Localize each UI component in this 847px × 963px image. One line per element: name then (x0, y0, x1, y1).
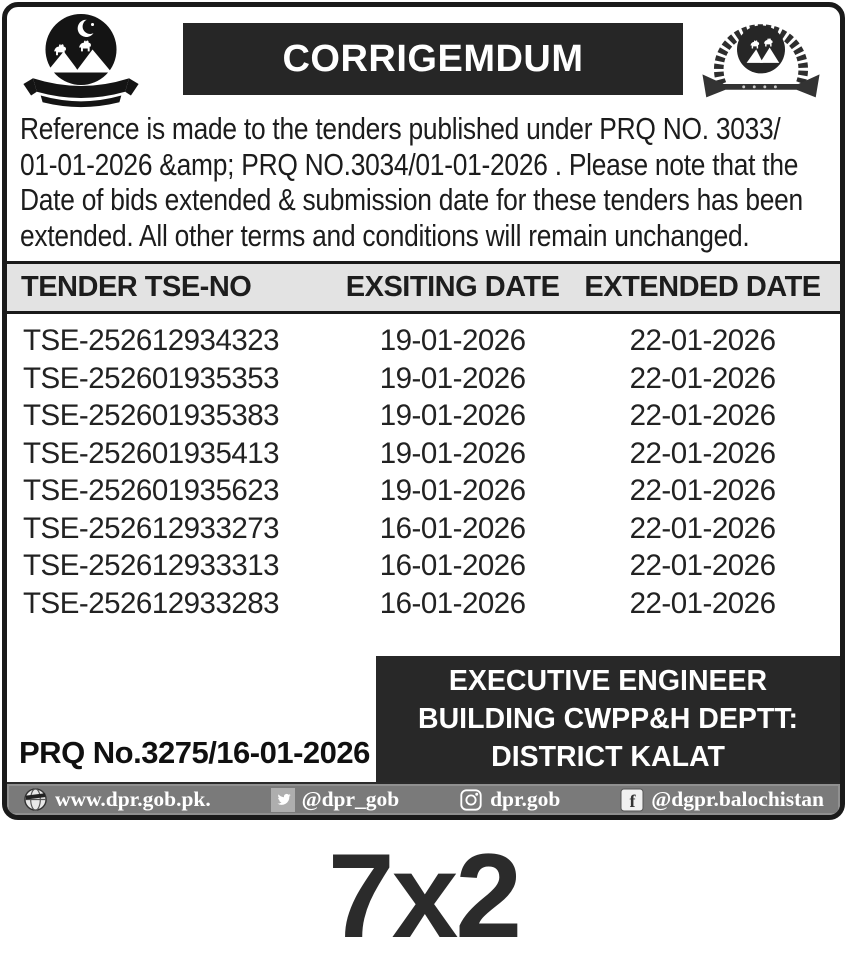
extended-date-cell: 22-01-2026 (629, 436, 776, 470)
extended-date-cell: 22-01-2026 (629, 324, 776, 357)
balochistan-govt-emblem (17, 13, 145, 109)
extended-date-cell: 22-01-2026 (629, 474, 776, 507)
table-row (7, 472, 840, 510)
existing-date-cell: 16-01-2026 (379, 549, 526, 582)
notice-title: CORRIGEMDUM (282, 37, 584, 80)
extended-date-cell: 22-01-2026 (629, 361, 776, 395)
camel-crest-icon (17, 13, 145, 109)
tender-no-cell: TSE-252601935383 (23, 399, 280, 432)
tender-no-cell: TSE-252601935353 (23, 361, 280, 395)
existing-date-cell: 19-01-2026 (379, 436, 526, 470)
table-row (7, 435, 840, 473)
extended-date-cell: 22-01-2026 (629, 399, 776, 432)
table-row (7, 322, 840, 360)
signature-line: EXECUTIVE ENGINEER (448, 665, 768, 697)
tender-no-cell: TSE-252612933273 (23, 511, 280, 545)
notice-body (7, 107, 840, 261)
existing-date-cell: 19-01-2026 (379, 324, 526, 357)
twitter-icon (271, 788, 295, 812)
twitter-item (271, 787, 400, 812)
existing-date-cell: 16-01-2026 (379, 511, 526, 545)
dgpr-wreath-emblem (688, 11, 834, 107)
tender-no-cell: TSE-252601935413 (23, 436, 280, 470)
table-row (7, 510, 840, 548)
existing-date-cell: 19-01-2026 (379, 361, 526, 395)
ad-size-label: 7x2 (327, 829, 520, 963)
website-item (23, 787, 211, 812)
existing-date-cell: 19-01-2026 (379, 474, 526, 507)
extended-date-cell: 22-01-2026 (629, 511, 776, 545)
tender-no-cell: TSE-252601935623 (23, 474, 280, 507)
notice-header (7, 7, 840, 107)
facebook-handle: @dgpr.balochistan (651, 787, 824, 811)
table-row (7, 547, 840, 585)
notice-title-box (183, 23, 683, 95)
facebook-item (620, 787, 824, 812)
instagram-item (459, 787, 560, 812)
tender-no-cell: TSE-252612933313 (23, 549, 280, 582)
signature-line: DISTRICT KALAT (491, 741, 725, 773)
instagram-icon (459, 788, 483, 812)
notice-body-line: extended. All other terms and conditions will remain unchanged. (20, 217, 750, 253)
instagram-handle: dpr.gob (490, 787, 561, 811)
prq-number: PRQ No.3275/16-01-2026 (19, 735, 370, 770)
svg-text:f: f (629, 790, 636, 811)
tender-notice (2, 2, 845, 820)
wreath-crest-icon (688, 11, 834, 107)
extended-date-cell: 22-01-2026 (629, 549, 776, 582)
twitter-handle: @dpr_gob (301, 787, 400, 811)
dpr-social-bar (7, 782, 840, 815)
extended-date-cell: 22-01-2026 (629, 586, 776, 620)
column-header-tender-no: TENDER TSE-NO (21, 271, 252, 303)
tender-no-cell: TSE-252612933283 (23, 586, 280, 620)
column-header-extended-date: EXTENDED DATE (584, 271, 821, 303)
table-row (7, 360, 840, 398)
signature-box (376, 656, 840, 782)
facebook-icon (620, 788, 644, 812)
globe-icon (23, 787, 48, 812)
notice-body-line: Reference is made to the tenders published under PRQ NO. 3033/ (20, 111, 781, 146)
existing-date-cell: 16-01-2026 (379, 586, 526, 620)
signature-line: BUILDING CWPP&H DEPTT: (418, 703, 798, 735)
notice-body-line: Date of bids extended & submission date for these tenders has been (20, 182, 803, 217)
tender-table-body (7, 322, 840, 622)
tender-no-cell: TSE-252612934323 (23, 324, 280, 357)
notice-body-line: 01-01-2026 &amp; PRQ NO.3034/01-01-2026 . Please note that the (20, 146, 799, 182)
table-row (7, 397, 840, 435)
column-header-existing-date: EXSITING DATE (345, 271, 560, 303)
website-label: www.dpr.gob.pk. (55, 787, 211, 811)
existing-date-cell: 19-01-2026 (379, 399, 526, 432)
tender-table-header (7, 261, 840, 314)
table-row (7, 585, 840, 623)
